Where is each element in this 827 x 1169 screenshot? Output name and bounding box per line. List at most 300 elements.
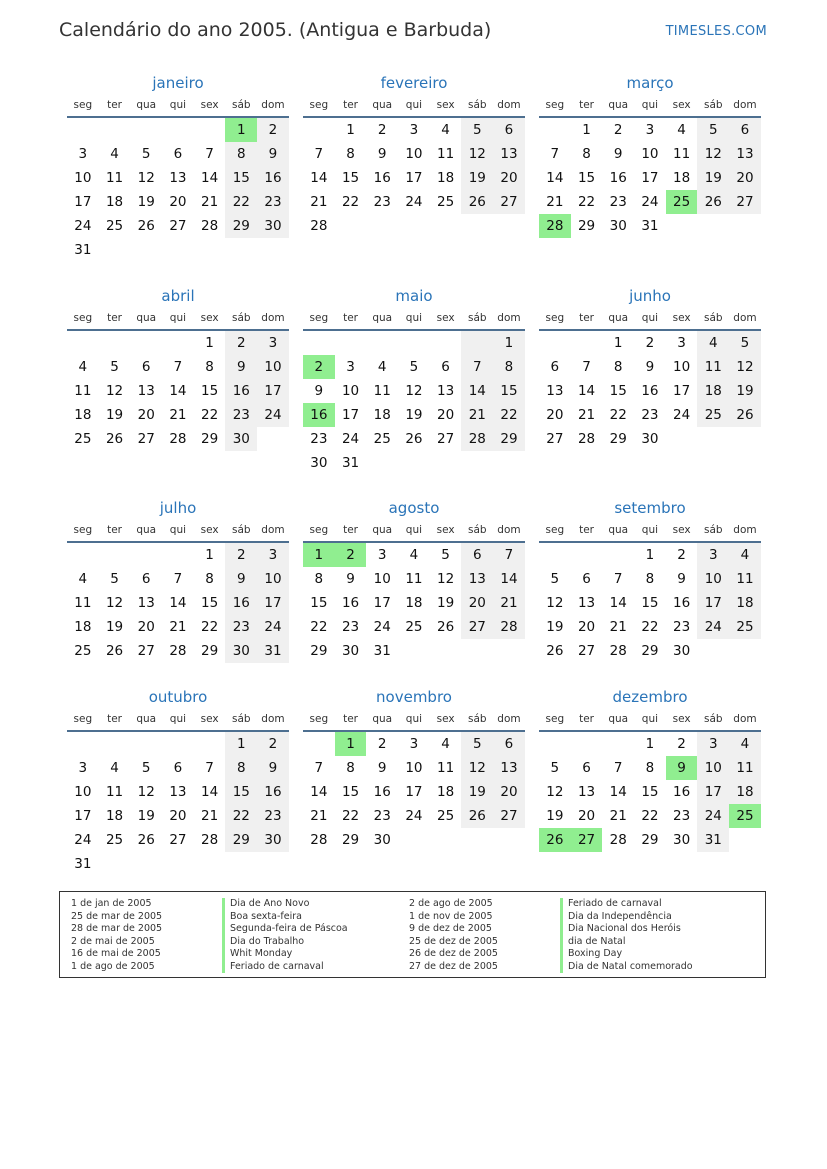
- day-cell: 21: [201, 808, 219, 824]
- day-cell: 18: [437, 170, 455, 186]
- day-cell: 28: [310, 832, 328, 848]
- day-cell: 20: [493, 780, 525, 804]
- weekday-label: seg: [73, 713, 93, 725]
- weekday-label: sáb: [467, 99, 487, 111]
- day-cell: 18: [697, 379, 729, 403]
- day-cell: 28: [609, 832, 627, 848]
- weekday-label: dom: [733, 524, 757, 536]
- day-cell: 6: [493, 732, 525, 756]
- legend-date: 1 de jan de 2005: [71, 898, 152, 909]
- weekday-label: qua: [608, 99, 629, 111]
- day-cell: 31: [697, 828, 729, 852]
- weekday-label: seg: [73, 524, 93, 536]
- day-cell: 19: [137, 808, 155, 824]
- day-cell: 8: [205, 571, 214, 587]
- holiday-day-cell: 25: [729, 804, 761, 828]
- day-cell: 11: [729, 567, 761, 591]
- day-cell: 22: [201, 407, 219, 423]
- day-cell: 20: [577, 808, 596, 824]
- day-cell: 5: [141, 760, 151, 776]
- day-cell: 12: [461, 142, 493, 166]
- day-cell: 21: [310, 808, 328, 824]
- day-cell: 5: [141, 146, 151, 162]
- day-cell: 13: [546, 383, 564, 399]
- legend-holiday-name: dia de Natal: [560, 936, 693, 949]
- weekday-label: qua: [608, 713, 629, 725]
- day-cell: 25: [105, 218, 124, 234]
- empty-cell: [461, 331, 493, 355]
- day-cell: 12: [697, 142, 729, 166]
- weekday-label: dom: [497, 99, 521, 111]
- day-cell: 3: [697, 543, 729, 567]
- day-cell: 15: [341, 784, 360, 800]
- day-cell: 3: [645, 122, 655, 138]
- day-grid: [67, 732, 289, 876]
- day-cell: 27: [493, 190, 525, 214]
- day-cell: 21: [169, 407, 187, 423]
- weekday-label: sex: [200, 524, 219, 536]
- weekday-label: qua: [136, 99, 157, 111]
- empty-cell: [194, 238, 226, 262]
- weekday-label: dom: [733, 713, 757, 725]
- empty-cell: [571, 543, 603, 567]
- day-cell: 28: [493, 615, 525, 639]
- day-grid: [539, 732, 761, 852]
- day-cell: 12: [105, 595, 124, 611]
- holiday-day-cell: 9: [666, 756, 698, 780]
- month-setembro: [539, 497, 761, 663]
- day-cell: 25: [405, 619, 423, 635]
- day-cell: 14: [493, 567, 525, 591]
- day-cell: 19: [437, 595, 455, 611]
- month-title: abril: [161, 287, 195, 305]
- day-cell: 9: [613, 146, 623, 162]
- day-cell: 4: [697, 331, 729, 355]
- day-cell: 24: [74, 832, 92, 848]
- day-cell: 14: [461, 379, 493, 403]
- legend-names-left: [222, 898, 348, 973]
- day-cell: 20: [137, 407, 155, 423]
- day-cell: 8: [225, 756, 257, 780]
- day-cell: 24: [673, 407, 691, 423]
- empty-cell: [398, 331, 430, 355]
- day-cell: 24: [405, 808, 423, 824]
- day-grid: [303, 732, 525, 852]
- day-grid: [539, 331, 761, 451]
- day-cell: 22: [201, 619, 219, 635]
- day-cell: 15: [201, 383, 219, 399]
- day-cell: 21: [310, 194, 328, 210]
- legend-dates-right: [409, 898, 498, 973]
- day-cell: 31: [74, 856, 92, 872]
- day-grid: [539, 543, 761, 663]
- day-cell: 3: [677, 335, 686, 351]
- day-cell: 7: [493, 543, 525, 567]
- holiday-day-cell: 1: [225, 118, 257, 142]
- day-cell: 24: [641, 194, 659, 210]
- legend-holiday-name: Dia de Ano Novo: [222, 898, 348, 911]
- day-cell: 26: [105, 643, 124, 659]
- day-cell: 26: [137, 218, 155, 234]
- weekday-label: sex: [436, 312, 455, 324]
- day-cell: 7: [173, 359, 183, 375]
- weekday-label: sáb: [467, 713, 487, 725]
- day-cell: 13: [493, 142, 525, 166]
- day-cell: 13: [137, 383, 155, 399]
- day-grid: [67, 331, 289, 451]
- day-cell: 17: [673, 383, 691, 399]
- day-cell: 25: [373, 431, 391, 447]
- weekday-label: sex: [672, 312, 691, 324]
- day-cell: 27: [577, 643, 596, 659]
- weekday-label: ter: [107, 713, 122, 725]
- day-cell: 14: [546, 170, 564, 186]
- day-cell: 16: [341, 595, 360, 611]
- month-title: agosto: [388, 499, 440, 517]
- day-cell: 6: [141, 571, 151, 587]
- weekday-label: ter: [579, 99, 594, 111]
- day-cell: 23: [373, 808, 391, 824]
- day-cell: 13: [577, 595, 596, 611]
- day-cell: 1: [645, 736, 655, 752]
- day-cell: 22: [341, 808, 360, 824]
- empty-cell: [162, 118, 194, 142]
- day-cell: 21: [609, 619, 627, 635]
- weekday-header: [539, 94, 761, 118]
- holiday-day-cell: 27: [571, 828, 603, 852]
- day-cell: 12: [105, 383, 124, 399]
- day-cell: 24: [373, 619, 391, 635]
- day-cell: 30: [257, 214, 289, 238]
- empty-cell: [493, 214, 525, 238]
- empty-cell: [430, 331, 462, 355]
- day-cell: 20: [437, 407, 455, 423]
- day-cell: 22: [225, 190, 257, 214]
- empty-cell: [67, 732, 99, 756]
- empty-cell: [303, 118, 335, 142]
- day-cell: 5: [461, 118, 493, 142]
- weekday-label: ter: [343, 713, 358, 725]
- day-cell: 22: [225, 804, 257, 828]
- weekday-label: seg: [545, 713, 565, 725]
- empty-cell: [99, 331, 131, 355]
- day-cell: 17: [405, 784, 423, 800]
- weekday-label: qua: [608, 312, 629, 324]
- empty-cell: [602, 732, 634, 756]
- day-cell: 21: [169, 619, 187, 635]
- day-cell: 15: [641, 595, 659, 611]
- day-cell: 27: [169, 832, 187, 848]
- day-cell: 4: [441, 122, 450, 138]
- month-title: março: [626, 74, 674, 92]
- day-cell: 10: [257, 355, 289, 379]
- weekday-label: sex: [436, 713, 455, 725]
- day-cell: 2: [645, 335, 655, 351]
- weekday-label: seg: [545, 312, 565, 324]
- weekday-label: ter: [579, 312, 594, 324]
- day-grid: [303, 543, 525, 663]
- day-cell: 14: [609, 595, 627, 611]
- day-cell: 1: [645, 547, 655, 563]
- day-cell: 29: [225, 214, 257, 238]
- day-cell: 3: [409, 736, 419, 752]
- day-grid: [303, 331, 525, 475]
- day-cell: 17: [74, 808, 92, 824]
- day-cell: 23: [373, 194, 391, 210]
- day-cell: 26: [697, 190, 729, 214]
- day-cell: 24: [257, 615, 289, 639]
- empty-cell: [130, 331, 162, 355]
- day-cell: 31: [373, 643, 391, 659]
- day-cell: 10: [697, 567, 729, 591]
- day-cell: 11: [74, 383, 92, 399]
- weekday-label: qui: [405, 312, 423, 324]
- day-cell: 13: [437, 383, 455, 399]
- empty-cell: [729, 214, 761, 238]
- day-cell: 16: [373, 170, 391, 186]
- weekday-header: [67, 94, 289, 118]
- empty-cell: [130, 852, 162, 876]
- day-cell: 17: [341, 407, 360, 423]
- day-cell: 6: [173, 146, 183, 162]
- day-cell: 12: [729, 355, 761, 379]
- day-cell: 4: [78, 571, 88, 587]
- empty-cell: [162, 238, 194, 262]
- day-cell: 5: [729, 331, 761, 355]
- day-cell: 23: [673, 808, 691, 824]
- day-cell: 1: [205, 335, 214, 351]
- day-cell: 24: [697, 615, 729, 639]
- day-cell: 3: [697, 732, 729, 756]
- legend-date: 2 de ago de 2005: [409, 898, 493, 909]
- day-grid: [303, 118, 525, 238]
- day-cell: 8: [645, 760, 655, 776]
- empty-cell: [430, 451, 462, 475]
- day-cell: 26: [461, 804, 493, 828]
- day-cell: 9: [225, 355, 257, 379]
- day-grid: [539, 118, 761, 238]
- empty-cell: [430, 214, 462, 238]
- day-cell: 11: [729, 756, 761, 780]
- day-cell: 19: [461, 166, 493, 190]
- empty-cell: [697, 214, 729, 238]
- empty-cell: [539, 331, 571, 355]
- day-cell: 31: [641, 218, 659, 234]
- day-cell: 5: [550, 760, 560, 776]
- weekday-label: dom: [261, 713, 285, 725]
- legend-holiday-name: Feriado de carnaval: [222, 961, 348, 974]
- day-cell: 25: [697, 403, 729, 427]
- day-cell: 10: [74, 170, 92, 186]
- day-cell: 9: [346, 571, 355, 587]
- day-cell: 27: [137, 431, 155, 447]
- day-cell: 16: [673, 595, 691, 611]
- day-cell: 20: [577, 619, 596, 635]
- day-cell: 20: [461, 591, 493, 615]
- weekday-label: sex: [200, 99, 219, 111]
- weekday-label: qui: [169, 524, 187, 536]
- empty-cell: [571, 331, 603, 355]
- month-janeiro: [67, 72, 289, 262]
- day-cell: 6: [582, 760, 591, 776]
- empty-cell: [194, 732, 226, 756]
- day-cell: 29: [493, 427, 525, 451]
- month-title: outubro: [148, 688, 208, 706]
- weekday-header: [67, 307, 289, 331]
- empty-cell: [257, 427, 289, 451]
- weekday-label: seg: [309, 99, 329, 111]
- day-cell: 29: [641, 832, 659, 848]
- day-cell: 29: [641, 643, 659, 659]
- weekday-label: sex: [436, 524, 455, 536]
- day-cell: 26: [405, 431, 423, 447]
- day-cell: 1: [582, 122, 591, 138]
- weekday-label: ter: [107, 99, 122, 111]
- empty-cell: [461, 214, 493, 238]
- weekday-label: qui: [641, 524, 659, 536]
- day-cell: 11: [697, 355, 729, 379]
- day-cell: 16: [257, 166, 289, 190]
- holiday-day-cell: 1: [303, 543, 335, 567]
- day-cell: 27: [437, 431, 455, 447]
- holiday-day-cell: 25: [666, 190, 698, 214]
- day-cell: 8: [225, 142, 257, 166]
- weekday-label: qua: [372, 312, 393, 324]
- day-cell: 21: [201, 194, 219, 210]
- day-cell: 31: [341, 455, 360, 471]
- day-cell: 28: [310, 218, 328, 234]
- weekday-label: ter: [343, 99, 358, 111]
- day-cell: 26: [729, 403, 761, 427]
- day-cell: 5: [697, 118, 729, 142]
- day-cell: 6: [550, 359, 560, 375]
- empty-cell: [194, 118, 226, 142]
- day-cell: 3: [409, 122, 419, 138]
- day-cell: 7: [461, 355, 493, 379]
- day-cell: 12: [405, 383, 423, 399]
- month-maio: [303, 285, 525, 475]
- day-cell: 22: [493, 403, 525, 427]
- legend-date: 1 de ago de 2005: [71, 960, 155, 972]
- legend-holiday-name: Feriado de carnaval: [560, 898, 693, 911]
- day-cell: 25: [105, 832, 124, 848]
- day-cell: 3: [346, 359, 355, 375]
- day-cell: 21: [546, 194, 564, 210]
- legend-holiday-name: Boxing Day: [560, 948, 693, 961]
- day-cell: 30: [225, 639, 257, 663]
- weekday-header: [539, 307, 761, 331]
- legend-names-right: [560, 898, 693, 973]
- day-cell: 13: [169, 170, 187, 186]
- day-cell: 1: [493, 331, 525, 355]
- weekday-header: [303, 94, 525, 118]
- empty-cell: [398, 828, 430, 852]
- empty-cell: [162, 543, 194, 567]
- weekday-label: qui: [405, 99, 423, 111]
- day-cell: 23: [225, 403, 257, 427]
- day-cell: 5: [441, 547, 450, 563]
- day-cell: 25: [74, 431, 92, 447]
- day-cell: 15: [493, 379, 525, 403]
- day-cell: 19: [105, 407, 124, 423]
- day-cell: 30: [310, 455, 328, 471]
- weekday-label: sáb: [231, 713, 251, 725]
- weekday-header: [67, 519, 289, 543]
- weekday-label: sex: [672, 524, 691, 536]
- day-cell: 23: [341, 619, 360, 635]
- weekday-label: sáb: [703, 524, 723, 536]
- legend-holiday-name: Boa sexta-feira: [222, 911, 348, 924]
- month-junho: [539, 285, 761, 451]
- weekday-label: seg: [73, 312, 93, 324]
- empty-cell: [130, 238, 162, 262]
- day-cell: 27: [461, 615, 493, 639]
- day-cell: 26: [437, 619, 455, 635]
- day-cell: 5: [110, 571, 119, 587]
- day-cell: 1: [225, 732, 257, 756]
- weekday-label: ter: [343, 312, 358, 324]
- holiday-day-cell: 2: [335, 543, 367, 567]
- month-agosto: [303, 497, 525, 663]
- day-cell: 4: [377, 359, 387, 375]
- weekday-header: [303, 307, 525, 331]
- day-cell: 5: [461, 732, 493, 756]
- day-cell: 26: [546, 643, 564, 659]
- day-cell: 17: [405, 170, 423, 186]
- day-cell: 22: [577, 194, 596, 210]
- day-cell: 8: [346, 760, 355, 776]
- day-cell: 30: [373, 832, 391, 848]
- empty-cell: [335, 214, 367, 238]
- day-cell: 13: [137, 595, 155, 611]
- month-title: novembro: [376, 688, 452, 706]
- day-cell: 10: [257, 567, 289, 591]
- day-cell: 21: [493, 591, 525, 615]
- brand-link[interactable]: TIMESLES.COM: [665, 24, 767, 39]
- day-cell: 11: [105, 784, 124, 800]
- day-cell: 7: [613, 571, 623, 587]
- day-cell: 4: [110, 760, 119, 776]
- empty-cell: [257, 852, 289, 876]
- weekday-header: [539, 708, 761, 732]
- empty-cell: [461, 639, 493, 663]
- day-cell: 28: [461, 427, 493, 451]
- day-cell: 10: [641, 146, 659, 162]
- weekday-label: qui: [405, 524, 423, 536]
- day-cell: 21: [461, 403, 493, 427]
- weekday-label: qui: [641, 312, 659, 324]
- weekday-label: sáb: [231, 99, 251, 111]
- weekday-header: [539, 519, 761, 543]
- month-dezembro: [539, 686, 761, 852]
- day-cell: 30: [609, 218, 627, 234]
- day-cell: 22: [609, 407, 627, 423]
- empty-cell: [303, 331, 335, 355]
- holiday-day-cell: 2: [303, 355, 335, 379]
- day-cell: 20: [493, 166, 525, 190]
- day-cell: 12: [546, 784, 564, 800]
- day-cell: 24: [257, 403, 289, 427]
- empty-cell: [493, 451, 525, 475]
- day-cell: 16: [609, 170, 627, 186]
- weekday-label: qua: [136, 312, 157, 324]
- empty-cell: [539, 543, 571, 567]
- day-cell: 26: [461, 190, 493, 214]
- day-cell: 24: [405, 194, 423, 210]
- month-title: setembro: [614, 499, 686, 517]
- legend-date: 26 de dez de 2005: [409, 948, 498, 959]
- weekday-label: seg: [309, 713, 329, 725]
